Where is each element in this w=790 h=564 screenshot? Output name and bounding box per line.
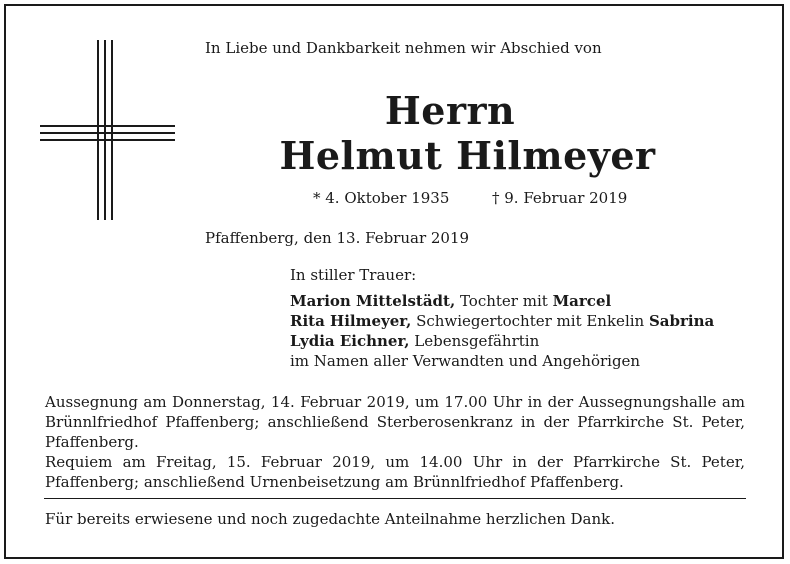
mourner-extra: Marcel: [552, 292, 612, 310]
mourner-entry: [290, 291, 714, 311]
thanks-text: Für bereits erwiesene und noch zugedachte Anteilnahme herzlichen Dank.: [45, 510, 615, 528]
mourner-relation: Tochter mit: [455, 292, 553, 310]
mourner-relation: Schwiegertochter mit Enkelin: [411, 312, 649, 330]
birth-date: * 4. Oktober 1935: [313, 189, 450, 207]
mourner-name: Marion Mittelstädt,: [290, 292, 456, 310]
mourner-name: Lydia Eichner,: [290, 332, 410, 350]
requiem-text: Requiem am Freitag, 15. Februar 2019, um 14.00 Uhr in der Pfarrkirche St. Peter, Pfaffenberg; anschließend Urnenbeisetzung am Brünnlfriedhof Pfaffenberg.: [45, 453, 745, 491]
place-date: Pfaffenberg, den 13. Februar 2019: [205, 229, 470, 247]
mourner-relation: Lebensgefährtin: [409, 332, 540, 350]
consecration-text: Aussegnung am Donnerstag, 14. Februar 2019, um 17.00 Uhr in der Aussegnungshalle am Brünnlfriedhof Pfaffenberg; anschließend Sterberosenkranz in der Pfarrkirche St. Peter, Pfaffenberg.: [45, 393, 745, 451]
mourners-list: [290, 291, 714, 371]
mourner-entry: [290, 331, 714, 351]
relatives-line: im Namen aller Verwandten und Angehörigen: [290, 352, 641, 370]
intro-text: In Liebe und Dankbarkeit nehmen wir Abschied von: [205, 39, 602, 57]
mourning-heading: In stiller Trauer:: [290, 266, 417, 284]
mourner-entry: [290, 311, 714, 331]
service-info: [45, 392, 745, 492]
mourner-name: Rita Hilmeyer,: [290, 312, 412, 330]
deceased-name: Helmut Hilmeyer: [279, 133, 656, 178]
salutation: Herrn: [384, 88, 516, 133]
death-date: † 9. Februar 2019: [492, 189, 628, 207]
divider: [44, 498, 746, 499]
mourner-extra: Sabrina: [648, 312, 715, 330]
